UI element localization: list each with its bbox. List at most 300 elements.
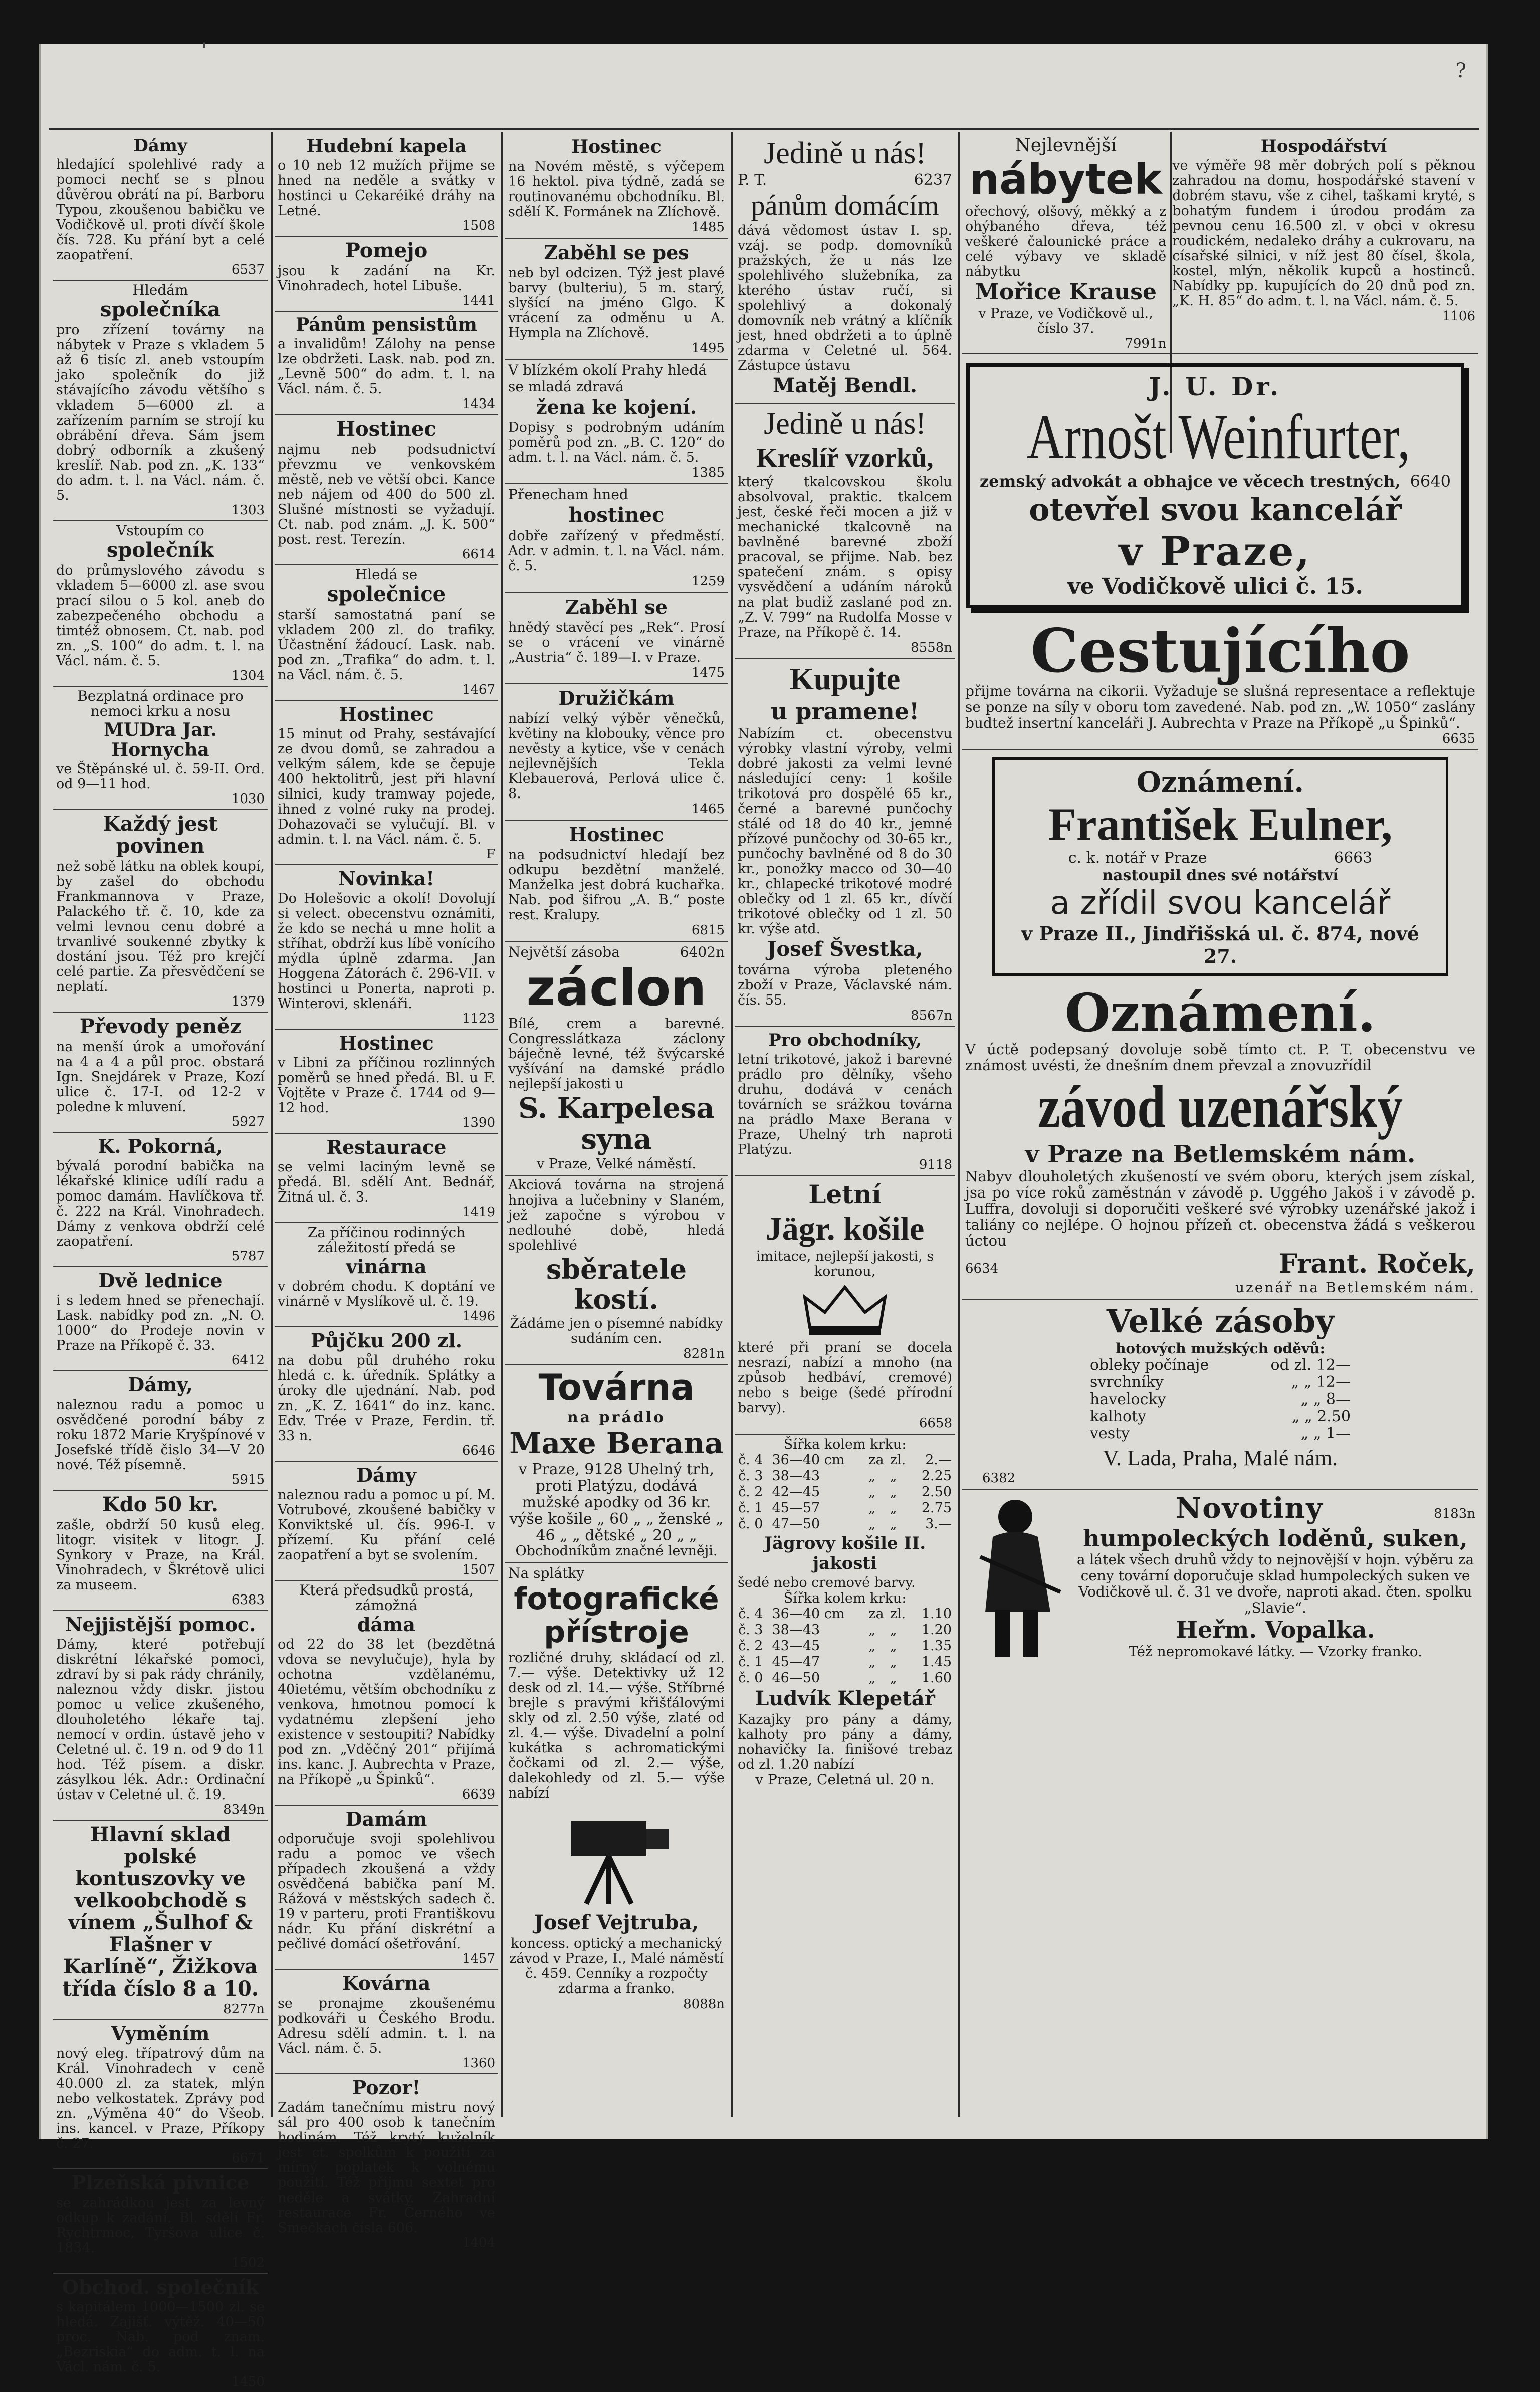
classified-ad xyxy=(275,1223,498,1327)
ad-headline: u pramene! xyxy=(770,698,920,725)
ad-number: 1465 xyxy=(691,802,725,817)
ad-text: a látek všech druhů vždy to nejnovější v hojn. výběru za ceny tovární doporučuje sklad humpoleckých suken ve Vodičkově ul. č. 31 ve dvoře, naproti akad. čten. spolku „Slavie“. xyxy=(1076,1551,1474,1616)
table-cell: zl. xyxy=(890,1452,906,1468)
table-cell: „ xyxy=(890,1484,897,1500)
table-cell: „ xyxy=(890,1500,897,1516)
classified-ad xyxy=(53,1371,268,1491)
table-cell: č. 4 xyxy=(738,1606,763,1622)
ad-text: naleznou radu a pomoc u osvědčené porodní báby z roku 1872 Marie Kryšpínové v Josefské třídě čislo 34—V 20 nové. Též písemně. xyxy=(56,1397,265,1473)
top-ads-row xyxy=(962,133,1478,354)
table-cell: „ xyxy=(868,1654,876,1670)
ad-text: Nabízím ct. obecenstvu výrobky vlastní výroby, velmi dobré jakosti za velmi levné následující ceny: 1 košile trikotová pro dospělé 65 kr., černé a barevné punčochy stálé od 18 do 40 kr., jemné přízové punčochy od 30-65 kr., punčochy bavlněné od 8 do 30 kr., ponožky macco od 30—40 kr., chlapecké trikotové modré oblečky od 1 zl. 65 kr., dívčí trikotové oblečky od 1 zl. 50 kr. výše atd. xyxy=(738,726,952,937)
ad-number: 6614 xyxy=(462,547,495,562)
table-cell: za xyxy=(868,1452,884,1468)
ad-name: František Eulner, xyxy=(1048,799,1393,850)
ad-headline: Oznámení. xyxy=(1137,766,1304,799)
classified-ad xyxy=(505,239,728,360)
ad-row xyxy=(980,472,1451,491)
ad-intro: V blízkém okolí Prahy hledá se mladá zdravá xyxy=(508,362,707,395)
ad-text: uzenář na Betlemském nám. xyxy=(1235,1279,1475,1296)
classified-ad xyxy=(53,687,268,810)
ad-headline: Zaběhl se pes xyxy=(544,241,689,264)
classified-ad xyxy=(735,1435,955,1790)
ad-intro: Hledám xyxy=(132,282,188,298)
price-label: svrchníky xyxy=(1090,1373,1164,1391)
top-rule xyxy=(49,128,1479,130)
ad-number: 1379 xyxy=(231,994,265,1009)
ad-number: 6537 xyxy=(231,262,265,277)
ad-number: 8183n xyxy=(1434,1506,1475,1521)
ad-text: nabízí velký výběr věnečků, květiny na klobouky, věnce pro nevěsty a kytice, vše v cenách nejlevnějších Tekla Klebauerová, Perlová ulice č. 8. xyxy=(508,711,725,802)
table-row xyxy=(738,1516,952,1532)
ad-number: 6658 xyxy=(919,1416,952,1431)
ad-headline: Hostinec xyxy=(571,136,662,157)
ad-headline: pánům domácím xyxy=(751,190,939,221)
ad-text: hotových mužských oděvů: xyxy=(1116,1340,1325,1357)
table-cell: č. 0 xyxy=(738,1670,763,1686)
classified-ad xyxy=(505,133,728,239)
ad-headline: K. Pokorná, xyxy=(98,1135,223,1157)
ad-number: 1450 xyxy=(231,2374,265,2389)
ad-text: Akciová továrna na strojená hnojiva a lučebniny v Slaném, jež započne s výrobou v nedlouhé době, hledá spolehlivé xyxy=(508,1177,725,1253)
table-cell: „ xyxy=(890,1654,897,1670)
ad-number: 8277n xyxy=(223,2002,265,2017)
ad-number: 6402n xyxy=(680,944,725,960)
ad-headline: MUDra Jar. Hornycha xyxy=(104,719,217,760)
ad-text: na podsudnictví hledají bez odkupu bezdětní manželé. Manželka jest dobrá kuchařka. Nab. pod šifrou „A. B.“ poste rest. Kralupy. xyxy=(508,847,725,923)
table-cell: č. 0 xyxy=(738,1516,763,1532)
ad-headline: Plzeňská pivnice xyxy=(71,2171,250,2194)
ad-text: Též nepromokavé látky. — Vzorky franko. xyxy=(1128,1643,1423,1660)
ad-headline: Hudební kapela xyxy=(306,136,467,157)
ad-text: v dobrém chodu. K doptání ve vinárně v Myslíkově ul. č. 19. xyxy=(278,1279,495,1309)
camera-illustration xyxy=(551,1806,682,1906)
ad-number: 1485 xyxy=(691,220,725,235)
ad-text: do průmyslového závodu s vkladem 5—6000 zl. ase svou prací silou o 5 kol. aneb do zabezpečeného obchodu a timtéž obnosem. Ct. nab. pod zn. „S. 100“ do adm. t. l. na Václ. nám. č. 5. xyxy=(56,563,265,669)
ad-text: bývalá porodní babička na lékařské klinice udílí radu a pomoc damám. Havlíčkova tř. č. 222 na Král. Vinohradech. Dámy z venkova obdrží celé zaopatření. xyxy=(56,1158,265,1249)
ad-number: 1508 xyxy=(462,218,495,233)
ad-text: Dopisy s podrobným udáním poměrů pod zn. „B. C. 120“ do adm. t. l. na Václ. nám. č. 5. xyxy=(508,420,725,465)
notary-ad xyxy=(992,757,1448,976)
column-rule xyxy=(271,132,273,2117)
classified-ad xyxy=(53,1821,268,2020)
classified-ad xyxy=(53,1133,268,1267)
ad-number: 1502 xyxy=(231,2255,265,2270)
ad-text: rozličné druhy, skládací od zl. 7.— výše. Detektivky už 12 desk od zl. 14.— výše. Stříbrné brejle s pravými křišťálovými skly od zl. 2.50 výše, zlaté od zl. 4.— výše. Divadelní a polní kukátka s achromatickými čočkami od zl. 2.— výše, dalekohledy od zl. 5.— výše nabízí xyxy=(508,1650,725,1801)
ad-headline: hostinec xyxy=(568,503,665,527)
ad-number: 1434 xyxy=(462,396,495,412)
ad-row xyxy=(965,1249,1475,1279)
ad-text: v Libni za příčinou rozlinných poměrů se hned předá. Bl. u F. Vojtěte v Praze č. 1744 od 9—12 hod. xyxy=(278,1055,495,1116)
ad-headline: Hostinec xyxy=(339,1032,434,1054)
column-rule xyxy=(958,132,960,2117)
ad-intro: Která předsudků prostá, zámožná xyxy=(299,1582,474,1614)
ad-number: F xyxy=(486,847,495,862)
column-1 xyxy=(53,133,268,2389)
table-row xyxy=(738,1670,952,1686)
price-row xyxy=(1090,1357,1351,1374)
ad-number: 1457 xyxy=(462,1951,495,1966)
table-cell: 47—50 xyxy=(772,1516,820,1532)
classified-ad xyxy=(505,1365,728,1563)
ad-banner: Cestujícího xyxy=(1030,616,1410,686)
ad-number: 1360 xyxy=(462,2056,495,2071)
ad-text: 15 minut od Prahy, sestávající ze dvou domů, se zahradou a velkým sálem, kde se čepuje 400 hektolitrů, jest při hlavní silnici, kudy tramway pojede, ihned z volné ruky na prodej. Dohazovači se vylučují. Bl. v admin. t. l. na Václ. nám. č. 5. xyxy=(278,726,495,847)
ad-banner: Kupujte xyxy=(789,662,901,696)
ad-text: Kazajky pro pány a dámy, kalhoty pro pány a dámy, nohavičky Ia. finišové trebaz od zl. 1.20 nabízí xyxy=(738,1712,952,1772)
table-cell: „ xyxy=(868,1516,876,1532)
table-cell: 45—57 xyxy=(772,1500,820,1516)
price-row xyxy=(1090,1425,1351,1442)
ad-headline: Maxe Berana xyxy=(509,1426,724,1460)
classified-ad xyxy=(275,1970,498,2074)
ad-text: od 22 do 38 let (bezdětná vdova se nevylučuje), hyla by ochotna vzdělanému, 40ietému, větším obchodníku z venkova, hmotnou pomocí k vydatnému zlepšení jeho existence v sestoupiti? Nabídky pod zn. „Vděčný 201“ přijímá ins. kanc. J. Aubrechta v Praze, na Příkopě „u Špinků“. xyxy=(278,1637,495,1787)
ad-text: v Praze, Celetná ul. 20 n. xyxy=(755,1771,935,1788)
table-cell: č. 3 xyxy=(738,1622,763,1638)
advocate-ad xyxy=(966,363,1464,608)
table-cell: 46—50 xyxy=(772,1670,820,1686)
ad-number: 1495 xyxy=(691,341,725,356)
ad-headline: Velké zásoby xyxy=(1106,1303,1335,1340)
ad-headline: S. Karpelesa syna xyxy=(518,1092,715,1156)
ad-banner: Jedině u nás! xyxy=(764,136,926,170)
ad-text: se velmi laciným levně se předá. Bl. sdělí Ant. Bednář, Žitná ul. č. 3. xyxy=(278,1159,495,1205)
ad-number: 1390 xyxy=(462,1115,495,1130)
table-caption: Šířka kolem krku: xyxy=(783,1437,907,1452)
classified-ad xyxy=(962,1490,1478,1664)
ad-number: 1030 xyxy=(231,791,265,807)
table-row xyxy=(738,1468,952,1484)
table-row xyxy=(738,1500,952,1516)
ad-number: 1385 xyxy=(691,465,725,480)
ad-address: v Praze II., Jindřišská ul. č. 874, nové 27. xyxy=(1021,922,1419,967)
ad-banner: v Praze, xyxy=(1119,528,1312,575)
table-caption: Šířka kolem krku: xyxy=(783,1590,907,1606)
price-label: obleky počínaje xyxy=(1090,1356,1209,1374)
classified-ad xyxy=(275,415,498,565)
ad-text: najmu neb podsudnictví převzmu ve venkovském městě, neb ve větší obci. Kance neb nájem od 400 do 500 zl. Slušné místnosti se vyžadují. Ct. nab. pod znám. „J. K. 500“ post. rest. Terezín. xyxy=(278,442,495,547)
ad-text: pro zřízení továrny na nábytek v Praze s vkladem 5 až 6 tisíc zl. aneb vstoupím jako společník do již stávajícího závodu většího s vkladem 5—6000 zl. a zařízením parním se strojí ku obrábění dřeva. Sám jsem dobrý odborník a zkušený kreslíř. Nab. pod zn. „K. 133“ do adm. t. l. na Václ. nám. č. 5. xyxy=(56,322,265,503)
ad-text: zašle, obdrží 50 kusů eleg. litogr. visitek v litogr. J. Synkory v Praze, na Král. Vinohradech, v Škrétově ulici za museem. xyxy=(56,1517,265,1593)
ad-text: koncess. optický a mechanický závod v Praze, I., Malé náměstí č. 459. Cenníky a rozpočty zdarma a franko. xyxy=(509,1936,724,1997)
table-cell: 2.25 xyxy=(921,1468,952,1484)
classified-ad xyxy=(275,237,498,312)
ad-number: 6412 xyxy=(231,1353,265,1368)
ad-headline: Hostinec xyxy=(569,823,664,846)
column-4 xyxy=(735,133,955,2118)
ad-headline: nábytek xyxy=(969,155,1162,204)
classified-ad xyxy=(275,2074,498,2253)
table-row xyxy=(738,1452,952,1468)
column-rule xyxy=(731,132,733,2117)
ad-headline: Dámy, xyxy=(128,1373,193,1396)
ad-headline: Jägr. košile xyxy=(765,1211,925,1247)
ad-text: Obchodníkům značné levněji. xyxy=(515,1543,718,1559)
classified-ad xyxy=(962,983,1478,1300)
column-rule xyxy=(501,132,503,2117)
ad-number: 1259 xyxy=(691,574,725,589)
ad-text: nastoupil dnes své notářství xyxy=(1102,867,1339,884)
crown-icon xyxy=(800,1282,890,1337)
ad-headline: Obchod. společník xyxy=(62,2276,259,2298)
ad-text: jsou k zadání na Kr. Vinohradech, hotel Libuše. xyxy=(278,263,495,294)
table-cell: 1.10 xyxy=(921,1606,952,1622)
ad-intro-row xyxy=(738,171,952,189)
ad-text: starší samostatná paní se vkladem 200 zl. do trafiky. Účastnění žádoucí. Lask. nab. pod zn. „Trafika“ do adm. t. l. na Václ. nám. č. 5. xyxy=(278,607,495,683)
ad-text: zemský advokát a obhajce ve věcech trestných, xyxy=(980,472,1401,491)
ad-text: továrna výroba pleteného zboží v Praze, Václavské nám. čís. 55. xyxy=(738,962,952,1008)
column-3 xyxy=(505,133,728,2118)
classified-ad xyxy=(53,2020,268,2169)
table-cell: 36—40 cm xyxy=(772,1606,845,1622)
classified-ad xyxy=(275,701,498,865)
ad-title: J. U. Dr. xyxy=(1149,372,1282,402)
table-cell: „ xyxy=(868,1622,876,1638)
ad-text: Zadám tanečnímu mistru nový sál pro 400 osob k tanečním hodinám. Též krytý kuželník jest ct. spolkům k použití za mírný poplatek k volnému použití. Též přijmu sextet pro neděle a svátky. Zahradní restaurace Fr. Černého ve Smečkách čísla 606. xyxy=(278,2100,495,2236)
newspaper-page xyxy=(39,39,1488,2389)
ad-headline: Pánům pensistům xyxy=(296,314,477,335)
column-2 xyxy=(275,133,498,2250)
ad-headline: Jägrovy košile II. jakosti xyxy=(764,1533,926,1573)
table-cell: „ xyxy=(890,1468,897,1484)
ad-number: 6640 xyxy=(1410,472,1451,491)
ad-intro-row xyxy=(508,486,725,503)
ad-headline: Převody peněz xyxy=(79,1015,242,1038)
table-cell: „ xyxy=(890,1516,897,1532)
ad-number: 1441 xyxy=(462,293,495,308)
ad-intro: Vstoupím co xyxy=(116,522,204,539)
classified-ad xyxy=(505,942,728,1176)
ad-intro: Hledá se xyxy=(355,566,418,583)
table-cell: 38—43 xyxy=(772,1468,820,1484)
column-5 xyxy=(962,133,1478,2118)
ad-text: se zahrádkou jest za levný odkup k zadání. Bl. sdělí Fr. Rychtrmoc, Tyršova ulice č. 1834. xyxy=(56,2195,265,2256)
ad-text: který tkalcovskou školu absolvoval, praktic. tkalcem jest, české řeči mocen a již v mechanické tkalcovně na bavlněné barevné zboží pracoval, se přijme. Nab. bez spatečení znám. s opisy vysvědčení a udáním nároků na plat budiž zaslané pod zn. „Z. V. 799“ na Rudolfa Mosse v Praze, na Příkopě č. 14. xyxy=(738,474,952,640)
classified-ad xyxy=(53,810,268,1013)
table-cell: 42—45 xyxy=(772,1484,820,1500)
classified-ad xyxy=(53,1491,268,1611)
ad-headline: vinárna xyxy=(346,1255,427,1278)
table-cell: za xyxy=(868,1606,884,1622)
table-cell: 45—47 xyxy=(772,1654,820,1670)
classified-ad xyxy=(505,593,728,684)
ad-headline: Damám xyxy=(345,1808,427,1830)
table-cell: „ xyxy=(890,1670,897,1686)
ad-number: 5927 xyxy=(231,1114,265,1129)
ad-headline: Vyměním xyxy=(111,2022,210,2045)
table-cell: č. 2 xyxy=(738,1638,763,1654)
ad-banner: Jedině u nás! xyxy=(764,407,926,441)
ad-number: 6383 xyxy=(231,1592,265,1608)
price-label: kalhoty xyxy=(1090,1408,1147,1425)
ad-text: šedé nebo cremové barvy. xyxy=(738,1575,916,1590)
ad-number: 1475 xyxy=(691,665,725,680)
classified-ad xyxy=(53,2274,268,2392)
table-cell: 1.45 xyxy=(921,1654,952,1670)
ad-number: 8558n xyxy=(911,640,952,655)
ad-text: dobře zařízený v předměstí. Adr. v admin. t. l. na Václ. nám. č. 5. xyxy=(508,528,725,574)
table-cell: č. 1 xyxy=(738,1654,763,1670)
ad-headline: Hospodářství xyxy=(1260,136,1387,156)
ad-number: 6634 xyxy=(965,1261,999,1276)
ad-text: imitace, nejlepší jakosti, s korunou, xyxy=(756,1249,934,1279)
ad-number: 7991n xyxy=(1125,336,1167,351)
ad-text: letní trikotové, jakož i barevné prádlo pro dělníky, všeho druhu, dodává v cenách továrních se srážkou továrna na prádlo Maxe Berana v Praze, Uhelný trh naproti Platýzu. xyxy=(738,1052,952,1157)
ad-headline: Josef Vejtruba, xyxy=(534,1911,699,1934)
ad-number: 1496 xyxy=(462,1309,495,1324)
ad-text: c. k. notář v Praze xyxy=(1068,849,1207,867)
classified-ad xyxy=(962,617,1478,750)
ad-number: 1106 xyxy=(1442,309,1475,324)
ad-text: Do Holešovic a okolí! Dovolují si velect. obecenstvu oznámiti, že kdo se nechá u mne holit a stříhat, obdrží kus líbě vonícího mýdla úplně zdarma. Jan Hoggena Zátorách č. 296-VII. v hostinci u Ponerta, naproti p. Winterovi, sklenáři. xyxy=(278,891,495,1012)
ad-headline: Družičkám xyxy=(558,687,675,709)
ad-headline: Továrna xyxy=(538,1367,695,1408)
table-cell: č. 2 xyxy=(738,1484,763,1500)
classified-ad xyxy=(275,312,498,415)
price-value: od zl. 12— xyxy=(1270,1356,1351,1374)
table-cell: „ xyxy=(890,1622,897,1638)
ad-headline: V. Lada, Praha, Malé nám. xyxy=(1103,1446,1338,1470)
ad-text: naleznou radu a pomoc u pí. M. Votrubové, zkoušené babičky v Konviktské ul. čís. 996-I. v přízemí. Ku přání celé zaopatření a byt se svolením. xyxy=(278,1487,495,1563)
ad-headline: fotografické přístroje xyxy=(514,1581,719,1650)
crown-illustration xyxy=(800,1282,890,1337)
ad-headline: Oznámení. xyxy=(1064,982,1376,1044)
ad-intro: Za příčinou rodinných záležitostí předá se xyxy=(307,1224,466,1256)
ad-intro: Největší zásoba xyxy=(508,944,620,960)
classified-ad xyxy=(275,565,498,701)
ad-banner: otevřel svou kancelář xyxy=(1029,491,1402,528)
classified-ad xyxy=(275,1581,498,1806)
ad-banner: závod uzenářský xyxy=(1037,1073,1403,1140)
ad-text: v Praze, ve Vodičkově ul., číslo 37. xyxy=(978,306,1153,336)
classified-ad xyxy=(53,521,268,687)
ad-number: 1123 xyxy=(462,1011,495,1026)
table-cell: 2.75 xyxy=(921,1500,952,1516)
classified-ad xyxy=(275,1134,498,1223)
ad-row xyxy=(1075,1492,1475,1525)
ad-headline: Kreslíř vzorků, xyxy=(756,443,934,473)
ad-text: odporučuje svoji spolehlivou radu a pomoc ve všech případech zkoušená a vždy osvědčená babička paní M. Rážová v městských sadech č. 19 v parteru, proti Františkovu nádr. Ku přání diskrétní a pečlivé domácí ošetřování. xyxy=(278,1831,495,1952)
table-cell: č. 4 xyxy=(738,1452,763,1468)
classified-ad xyxy=(735,133,955,404)
ad-text: Dámy, které potřebují diskrétní lékařské pomoci, zdraví by si pak rády chránily, naleznou vždy diskr. jistou pomoc u velice zkušeného, dlouholetého lékaře taj. nemocí v ordin. ústavě jeho v Celetné ul. č. 19 n. od 9 do 11 hod. Též písem. a diskr. zásylkou lék. Adr.: Ordinační ústav v Celetné ul. č. 19. xyxy=(56,1637,265,1803)
ad-intro: Na splátky xyxy=(508,1565,585,1581)
ad-headline: Novinka! xyxy=(338,867,434,890)
ad-headline: žena ke kojení. xyxy=(536,395,697,418)
table-row xyxy=(738,1484,952,1500)
ad-intro-row xyxy=(508,1565,725,1581)
ad-headline: Dámy xyxy=(356,1464,416,1486)
ad-text: nový eleg. třípatrový dům na Král. Vinohradech v ceně 40.000 zl. za statek, mlýn nebo velkostatek. Zprávy pod zn. „Výměna 40“ do Všeob. ins. kancel. v Praze, Příkopy č. 27. xyxy=(56,2046,265,2151)
ad-text: dává vědomost ústav I. sp. vzáj. se podp. domovníků pražských, že u nás lze spolehlivého služebníka, za kterého ústav ručí, si spolehlivý a dokonalý domovník neb vrátný a klíčník jest, hned obdržeti a to úplně zdarma v Celetné ul. 564. Zástupce ústavu xyxy=(738,223,952,373)
ad-number: 6635 xyxy=(1442,731,1475,746)
ad-headline: Pomejo xyxy=(345,239,428,262)
ad-number: 8567n xyxy=(911,1008,952,1023)
table-cell: č. 3 xyxy=(738,1468,763,1484)
ad-headline: dáma xyxy=(357,1613,416,1636)
ad-number: 6382 xyxy=(982,1471,1016,1486)
price-value: „ „ 8— xyxy=(1300,1390,1351,1408)
table-cell: 3.— xyxy=(925,1516,952,1532)
ad-text: na dobu půl druhého roku hledá c. k. úředník. Splátky a úroky dle ujednání. Nab. pod zn. „K. Z. 1641“ do inz. kanc. Edv. Trée v Praze, Ferdin. tř. 33 n. xyxy=(278,1353,495,1444)
table-row xyxy=(738,1654,952,1670)
ad-number: 5915 xyxy=(231,1472,265,1487)
ad-number: 9118 xyxy=(919,1157,952,1172)
classified-ad xyxy=(735,1027,955,1176)
classified-ad xyxy=(53,1611,268,1821)
ad-number: 8281n xyxy=(683,1346,725,1361)
ad-name: Arnošt Weinfurter, xyxy=(1027,401,1410,472)
camera-icon xyxy=(551,1806,682,1906)
ad-text: V úctě podepsaný dovoluje sobě tímto ct. P. T. obecenstvu ve známost uvésti, že dnešním dnem převzal a znovuzřídil xyxy=(965,1041,1475,1074)
ad-headline: Kovárna xyxy=(342,1972,431,1995)
table-cell: 1.60 xyxy=(921,1670,952,1686)
hunter-figure-icon xyxy=(965,1492,1070,1662)
ad-number: 6237 xyxy=(914,171,952,189)
ad-text: na menší úrok a umořování na 4 a 4 a půl proc. obstará Ign. Snejdárek v Praze, Kozí ulice č. 17-I. od 12-2 v poledne k mluvení. xyxy=(56,1039,265,1115)
ad-subheadline: v Praze na Betlemském nám. xyxy=(1025,1140,1416,1168)
ad-headline: Hostinec xyxy=(336,417,436,441)
ad-text: hnědý stavěcí pes „Rek“. Prosí se o vrácení ve vinárně „Austria“ č. 189—I. v Praze. xyxy=(508,620,725,665)
ad-number: 1507 xyxy=(462,1562,495,1577)
table-cell: „ xyxy=(868,1500,876,1516)
classified-ad xyxy=(735,404,955,659)
price-value: „ „ 1— xyxy=(1300,1425,1351,1442)
classified-ad xyxy=(1169,133,1478,353)
ad-text: v Praze, 9128 Uhelný trh, proti Platýzu, dodává mužské apodky od 36 kr. výše košile „ 60 „ „ ženské „ 46 „ „ dětské „ 20 „ „ xyxy=(509,1461,724,1544)
ad-text: ve výměře 98 měr dobrých polí s pěknou zahradou na domu, hospodářské stavení v dobrém stavu, vše z cihel, taškami kryté, s bohatým fundem i úrodou prodám za pevnou cenu 16.500 zl. v obci v okresu roudickém, nedaleko dráhy a cukrovaru, na císařské silnici, v níž jest 80 čísel, škola, kostel, mlýn, několik kupců a hostinců. Nabídky pp. kupujících do 20 dnů pod zn. „K. H. 85“ do adm. t. l. na Václ. nám. č. 5. xyxy=(1172,158,1475,309)
price-row xyxy=(1090,1408,1351,1425)
ad-number: 1419 xyxy=(462,1205,495,1220)
ad-number: 1404 xyxy=(462,2235,495,2250)
classified-ad xyxy=(275,1462,498,1581)
ad-headline: Zaběhl se xyxy=(565,595,668,618)
ad-headline: Hostinec xyxy=(339,703,434,725)
table-cell: 43—45 xyxy=(772,1638,820,1654)
ad-text: ořechový, olšový, měkký a z ohýbaného dřeva, též veškeré čalounické práce a celé výbavy ve skladě nábytku xyxy=(965,204,1167,279)
ad-text: a invalidům! Zálohy na pense lze obdržeti. Lask. nab. pod zn. „Levně 500“ do adm. t. l. na Václ. nám. č. 5. xyxy=(278,336,495,397)
ad-number: 1303 xyxy=(231,503,265,518)
classified-ad xyxy=(275,1030,498,1134)
ad-headline: Pozor! xyxy=(352,2076,421,2099)
ad-intro: Přenecham hned xyxy=(508,486,628,503)
ad-number: 6639 xyxy=(462,1787,495,1802)
table-row xyxy=(738,1638,952,1654)
ad-text: hledající spolehlivé rady a pomoci nechť se s plnou důvěrou obrátí na pí. Barboru Typou, zkoušenou babičku ve Vodičkově ul. proti dívčí škole čís. 728. Ku přání byt a celé zaopatření. xyxy=(56,157,265,263)
corner-mark: ? xyxy=(1455,59,1466,82)
table-cell: 36—40 cm xyxy=(772,1452,845,1468)
ad-headline: Letní xyxy=(808,1179,882,1209)
table-cell: zl. xyxy=(890,1606,906,1622)
ad-text: ve Štěpánské ul. č. 59-II. Ord. od 9—11 hod. xyxy=(56,761,265,792)
ad-text: s kapitálem 1000—1500 zl. se hledá. Zajišť. výtěž. 40—50 proc. Nab. pod znam. „Bezriskia“ do adm. t. l. na Václ. nám. č. 5. xyxy=(56,2299,265,2375)
classified-ad xyxy=(275,1806,498,1970)
ad-headline: Hlavní sklad polské kontuszovky ve velkoobchodě s vínem „Šulhof & Flašner v Karlíně“, Žižkova třída číslo 8 a 10. xyxy=(62,1823,259,2001)
ad-text: které při praní se docela nesrazí, nabízí a mnoho (na způsob hedbáví, cremové) nebo s beige (šedé přírodní barvy). xyxy=(738,1340,952,1416)
ad-headline: Frant. Roček, xyxy=(1279,1249,1475,1279)
ad-body xyxy=(1075,1492,1475,1662)
ad-number: 5787 xyxy=(231,1249,265,1264)
ad-headline: Dvě lednice xyxy=(98,1269,223,1292)
ad-number: 1304 xyxy=(231,668,265,683)
ad-headline: Kdo 50 kr. xyxy=(102,1493,218,1516)
ad-number: 1467 xyxy=(462,682,495,697)
classified-ad xyxy=(275,1327,498,1462)
ad-text: Bílé, crem a barevné. Congresslátkaza záclony báječně levné, též švýcarské vyšívání na damské prádlo nejlepší jakosti u xyxy=(508,1016,725,1092)
ad-headline: Restaurace xyxy=(326,1136,447,1158)
ad-headline: Matěj Bendl. xyxy=(773,374,917,397)
ad-number: 6671 xyxy=(231,2151,265,2166)
